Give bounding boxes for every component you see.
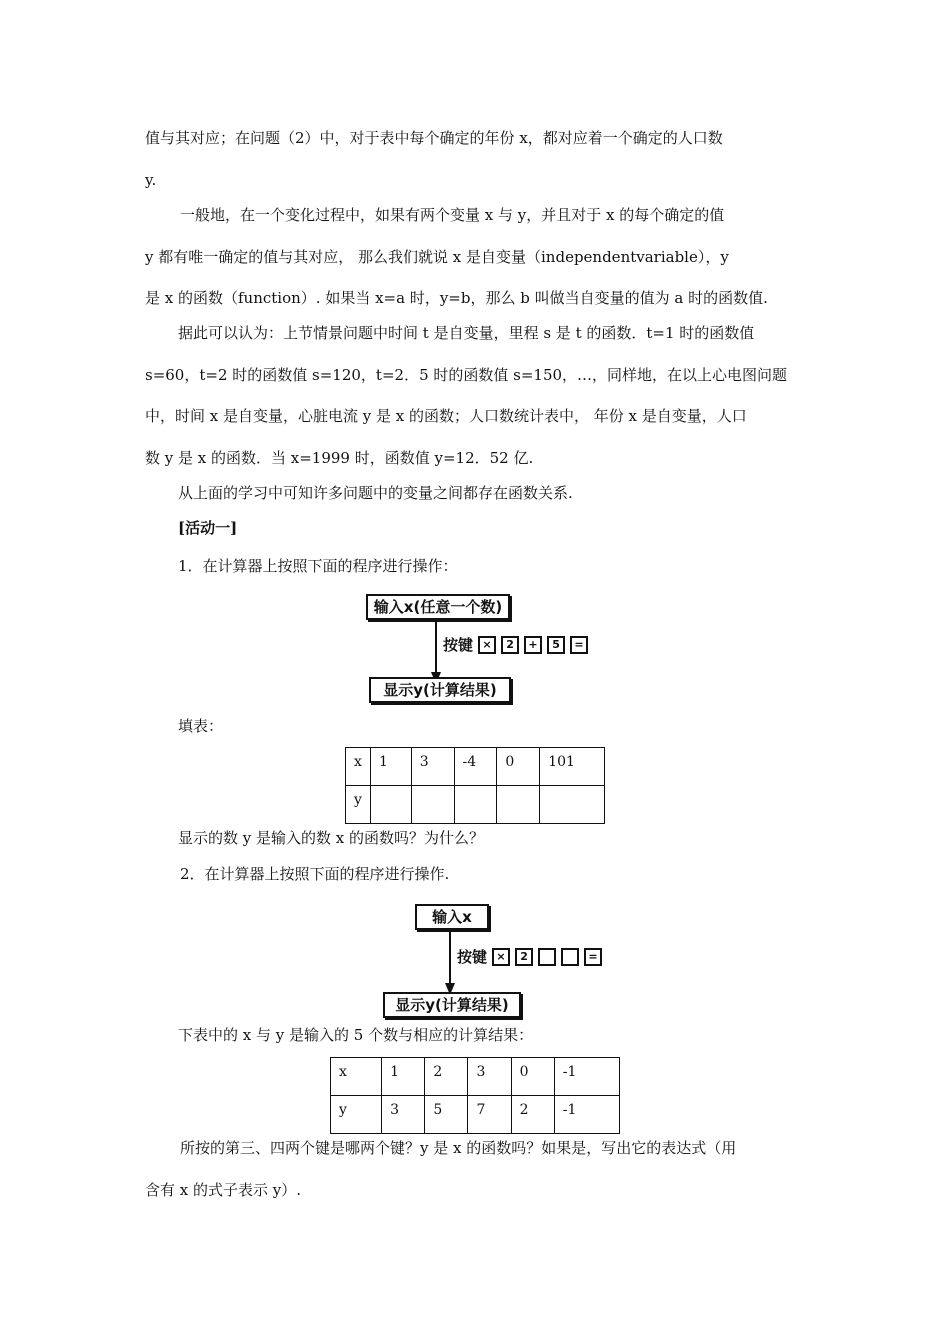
table-row [331,1096,620,1134]
table-cell [411,786,454,824]
table-cell: 2 [425,1058,468,1096]
paragraph-line: 中，时间 x 是自变量，心脏电流 y 是 x 的函数；人口数统计表中， 年份 x 是自变量，人口 [145,407,747,425]
key-blank [561,948,579,966]
key-2: 2 [501,636,519,654]
flow-keys [443,634,588,655]
table-cell: x [331,1058,382,1096]
flow-input-box: 输入x(任意一个数) [366,594,510,620]
item-1-question: 显示的数 y 是输入的数 x 的函数吗？为什么？ [178,829,485,847]
paragraph-line: 数 y 是 x 的函数．当 x=1999 时，函数值 y=12．52 亿. [145,449,534,467]
item-2-question-line-1: 所按的第三、四两个键是哪两个键？y 是 x 的函数吗？如果是，写出它的表达式（用 [180,1139,737,1157]
table-cell: -1 [554,1096,619,1134]
table-row [346,786,605,824]
table-cell [540,786,605,824]
key-times: × [478,636,496,654]
key-5: 5 [547,636,565,654]
paragraph-line: 据此可以认为：上节情景问题中时间 t 是自变量，里程 s 是 t 的函数．t=1 时的函数值 [178,324,755,342]
table-cell [454,786,497,824]
key-plus: + [524,636,542,654]
paragraph-line: y. [145,171,157,189]
table-cell: 3 [411,748,454,786]
table-cell: 1 [370,748,411,786]
flow-output-box: 显示y(计算结果) [383,992,521,1018]
table-cell: 1 [382,1058,425,1096]
fill-table-label: 填表： [178,717,224,735]
table-cell: -4 [454,748,497,786]
table-row [346,748,605,786]
activity-title: [活动一] [178,519,238,537]
item-2-question-line-2: 含有 x 的式子表示 y）. [145,1181,302,1199]
table-cell: 7 [468,1096,511,1134]
table-cell: 5 [425,1096,468,1134]
item-2-text: 2．在计算器上按照下面的程序进行操作. [180,865,450,883]
table-cell: 2 [511,1096,554,1134]
flow-output-box: 显示y(计算结果) [369,677,511,703]
item-1-text: 1．在计算器上按照下面的程序进行操作： [178,557,458,575]
paragraph-line: y 都有唯一确定的值与其对应， 那么我们就说 x 是自变量（independentvariable），y [145,248,729,266]
table-cell: -1 [554,1058,619,1096]
table-cell: y [331,1096,382,1134]
table-cell: 101 [540,748,605,786]
key-times: × [492,948,510,966]
table-cell: 0 [511,1058,554,1096]
table-row [331,1058,620,1096]
table-1 [345,747,605,824]
item-2-table-intro: 下表中的 x 与 y 是输入的 5 个数与相应的计算结果： [178,1026,534,1044]
table-cell: x [346,748,371,786]
key-equals: = [570,636,588,654]
key-equals: = [584,948,602,966]
paragraph-line: s=60，t=2 时的函数值 s=120，t=2．5 时的函数值 s=150，…，同样地，在以上心电图问题 [145,366,788,384]
table-cell: 3 [468,1058,511,1096]
paragraph-line: 从上面的学习中可知许多问题中的变量之间都存在函数关系. [178,484,573,502]
flow-keys-label: 按键 [457,948,488,966]
flow-arrow [435,620,437,674]
table-2 [330,1057,620,1134]
table-cell: y [346,786,371,824]
flow-keys [457,946,602,967]
paragraph-line: 值与其对应；在问题（2）中，对于表中每个确定的年份 x，都对应着一个确定的人口数 [145,129,723,147]
table-cell: 3 [382,1096,425,1134]
flow-arrow [449,930,451,986]
table-cell: 0 [497,748,540,786]
flow-keys-label: 按键 [443,636,474,654]
key-2: 2 [515,948,533,966]
paragraph-line: 一般地，在一个变化过程中，如果有两个变量 x 与 y，并且对于 x 的每个确定的值 [180,206,725,224]
table-cell [370,786,411,824]
paragraph-line: 是 x 的函数（function）. 如果当 x=a 时，y=b，那么 b 叫做当自变量的值为 a 时的函数值. [145,289,768,307]
flow-input-box: 输入x [415,904,489,930]
table-cell [497,786,540,824]
key-blank [538,948,556,966]
